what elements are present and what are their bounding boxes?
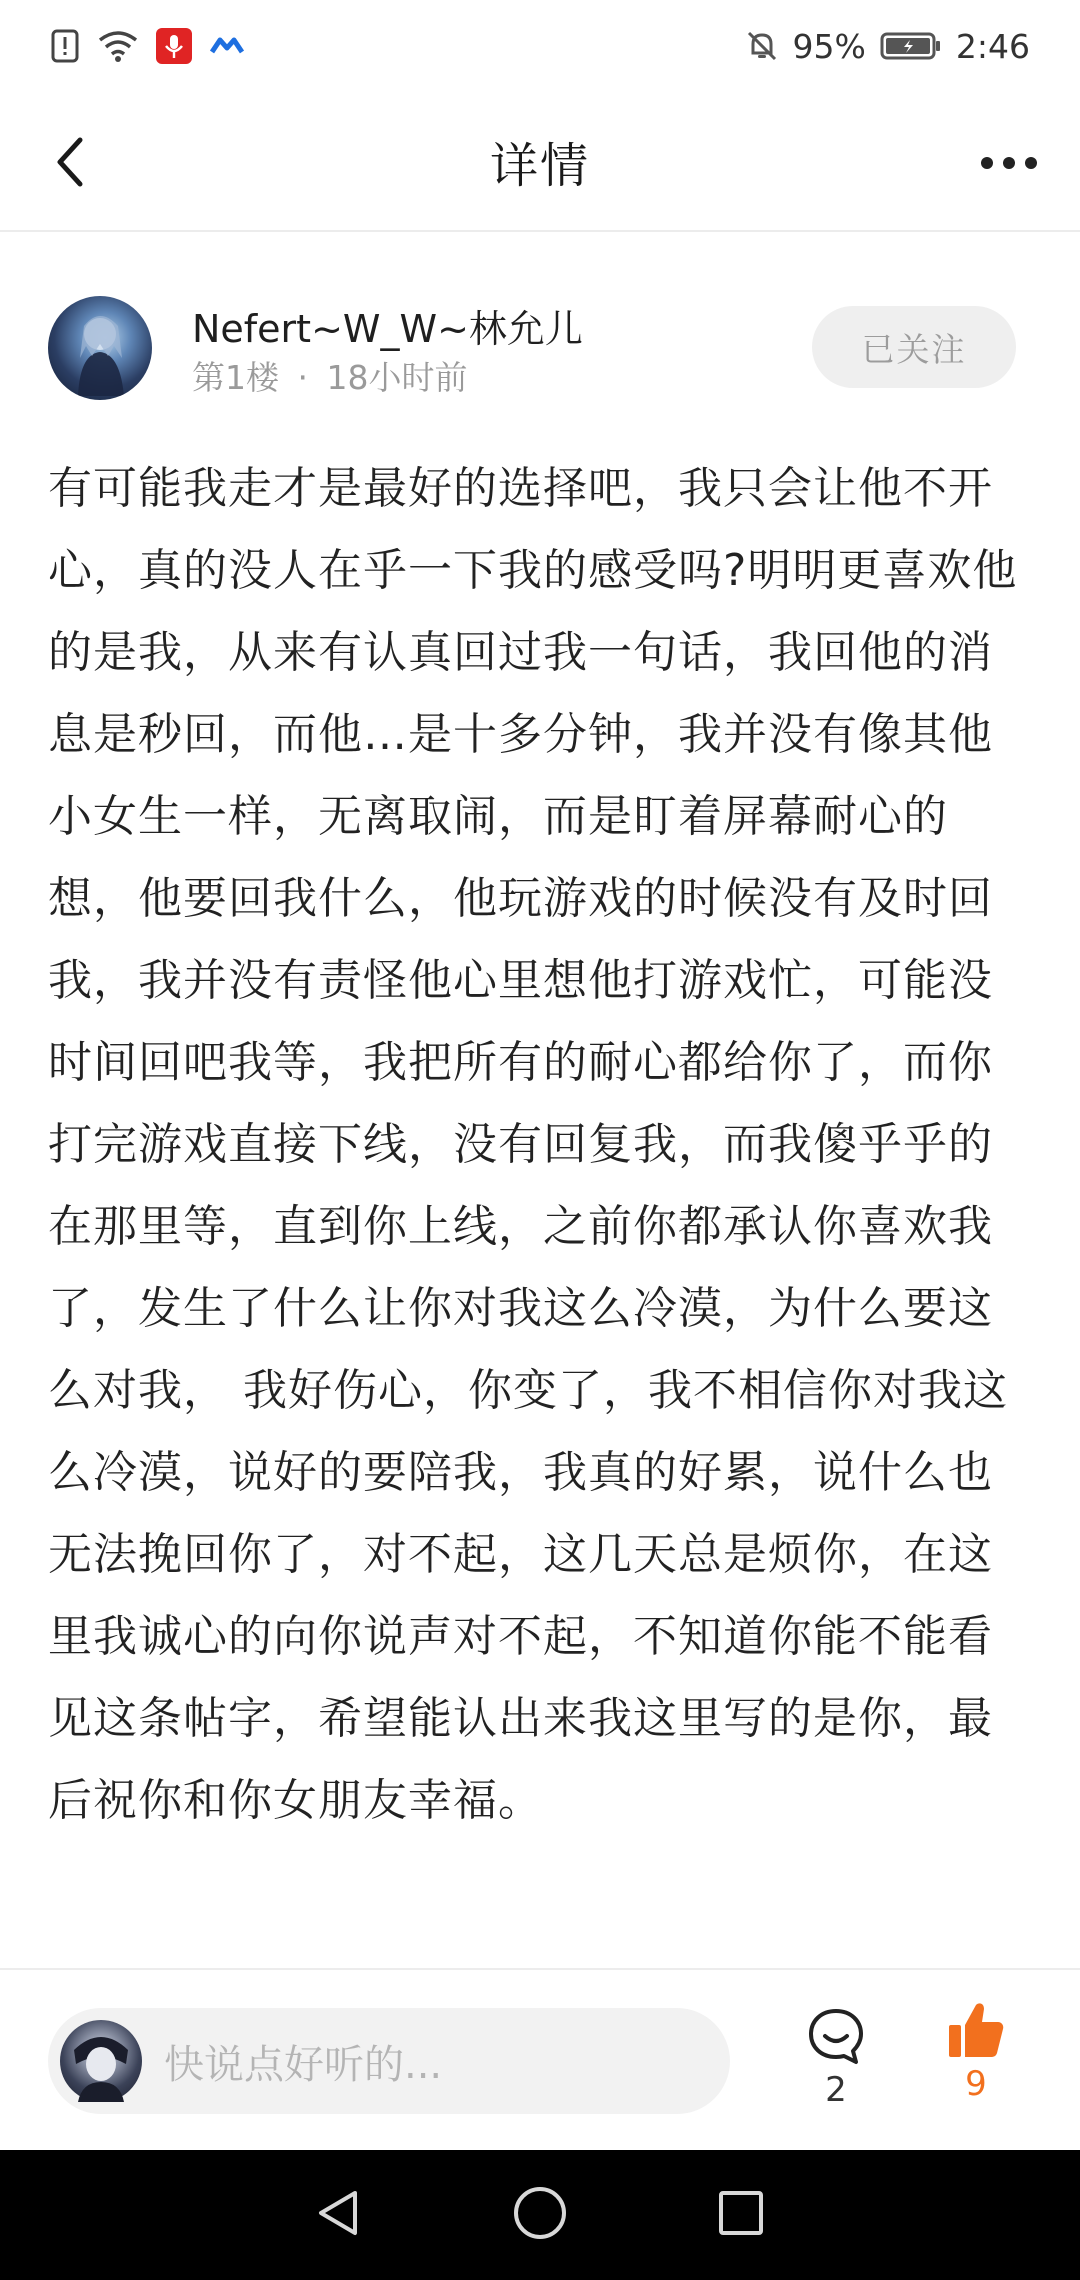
more-options-button[interactable] bbox=[974, 138, 1044, 188]
status-bar bbox=[0, 0, 1080, 92]
clock: 2:46 bbox=[955, 26, 1030, 66]
app-icon bbox=[210, 34, 244, 58]
nav-back-button[interactable] bbox=[311, 2185, 367, 2245]
more-dot bbox=[1025, 157, 1037, 169]
page-title: 详情 bbox=[489, 137, 590, 194]
triangle-back-icon bbox=[311, 2185, 367, 2241]
comment-action-bar bbox=[0, 1970, 1080, 2150]
nav-recents-button[interactable] bbox=[713, 2185, 769, 2245]
author-row bbox=[48, 296, 1032, 400]
like-button[interactable] bbox=[938, 2000, 1014, 2126]
wifi-icon bbox=[98, 30, 138, 62]
follow-button[interactable]: 已关注 bbox=[812, 306, 1016, 388]
author-avatar[interactable] bbox=[48, 296, 152, 400]
author-name[interactable]: Nefert~W_W~林允儿 bbox=[192, 307, 583, 351]
post-content: 有可能我走才是最好的选择吧，我只会让他不开心，真的没人在乎一下我的感受吗?明明更喜欢他的是我，从来有认真回过我一句话，我回他的消息是秒回，而他…是十多分钟，我并没有像其他小女生一样，无离取闹，而是盯着屏幕耐心的想，他要回我什么，他玩游戏的时候没有及时回我，我并没有责怪他心里想他打游戏忙，可能没时间回吧我等，我把所有的耐心都给你了，而你打完游戏直接下线，没有回复我，而我傻乎乎的在那里等，直到你上线，之前你都承认你喜欢我了，发生了什么让你对我这么冷漠，为什么要这么对我， 我好伤心，你变了，我不相信你对我这么冷漠，说好的要陪我，我真的好累，说什么也无法挽回你了，对不起，这几天总是烦你，在这里我诚心的向你说声对不起，不知道你能不能看见这条帖字，希望能认出来我这里写的是你，最后祝你和你女朋友幸福。 bbox=[48, 463, 1018, 1826]
mute-bell-icon bbox=[745, 29, 779, 63]
like-count: 9 bbox=[965, 2064, 987, 2104]
square-recents-icon bbox=[713, 2185, 769, 2241]
post-time: 18小时前 bbox=[326, 358, 468, 397]
comment-bubble-icon bbox=[806, 2006, 866, 2066]
mic-icon bbox=[156, 28, 192, 64]
system-navigation-bar bbox=[0, 2150, 1080, 2280]
thumbs-up-icon bbox=[946, 2000, 1006, 2060]
battery-percent: 95% bbox=[792, 26, 866, 66]
top-navigation-bar bbox=[0, 92, 1080, 232]
meta-separator: · bbox=[297, 358, 308, 397]
avatar-image bbox=[60, 2020, 142, 2102]
comment-button[interactable] bbox=[798, 2006, 874, 2126]
avatar-image bbox=[48, 296, 152, 400]
comment-count: 2 bbox=[825, 2070, 847, 2110]
battery-icon bbox=[880, 31, 942, 61]
floor-label: 第1楼 bbox=[192, 358, 279, 397]
post-meta bbox=[192, 352, 468, 399]
circle-home-icon bbox=[510, 2183, 570, 2243]
back-button[interactable] bbox=[40, 132, 100, 192]
chevron-left-icon bbox=[50, 134, 90, 190]
comment-input[interactable] bbox=[48, 2008, 730, 2114]
comment-placeholder: 快说点好听的... bbox=[164, 2041, 443, 2088]
user-avatar bbox=[60, 2020, 142, 2102]
more-dots-icon bbox=[981, 157, 993, 169]
alert-icon bbox=[50, 29, 80, 63]
nav-home-button[interactable] bbox=[510, 2183, 570, 2247]
more-dot bbox=[1003, 157, 1015, 169]
